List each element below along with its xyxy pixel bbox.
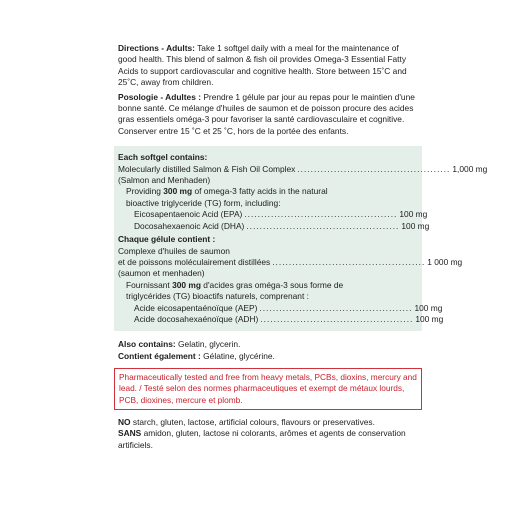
provide-line2-en: bioactive triglyceride (TG) form, including:: [126, 197, 281, 208]
directions-fr: [118, 92, 418, 138]
also-label-en: Also contains:: [118, 339, 176, 350]
free-of-label-en: NO: [118, 416, 131, 427]
dha-row-fr: [118, 313, 444, 325]
provide-post-en: of omega-3 fatty acids in the natural: [192, 186, 328, 197]
provide-bold-fr: 300 mg: [172, 279, 201, 290]
complex-value-fr: 1 000 mg: [427, 256, 463, 267]
provide-line-en: [118, 186, 418, 197]
complex-note-fr: (saumon et menhaden): [118, 268, 205, 279]
directions-fr-label: Posologie - Adultes :: [118, 91, 201, 102]
free-of-en: [118, 417, 418, 428]
label-panel: [118, 43, 488, 451]
provide-line-fr: [118, 280, 418, 291]
epa-label-fr: Acide eicosapentaénoïque (AEP): [134, 302, 258, 313]
dha-label-fr: Acide docosahexaénoïque (ADH): [134, 313, 259, 324]
free-of-text-en: starch, gluten, lactose, artificial colours, flavours or preservatives.: [130, 416, 375, 427]
free-of-label-fr: SANS: [118, 428, 142, 439]
epa-row-en: [118, 209, 428, 220]
directions-en-label: Directions - Adults:: [118, 43, 195, 53]
dot-leader: ..............................................: [272, 256, 426, 267]
complex-value-en: 1,000 mg: [452, 163, 488, 174]
dha-row-en: [118, 220, 430, 232]
complex-note-en: (Salmon and Menhaden): [118, 175, 211, 186]
directions-en: [118, 43, 418, 89]
complex-line1-fr: Complexe d'huiles de saumon: [118, 245, 230, 256]
supplement-facts-box: [114, 146, 488, 331]
also-contains-en: [118, 339, 418, 350]
provide-post-fr: d'acides gras oméga-3 sous forme de: [200, 279, 344, 290]
epa-row-fr: [118, 302, 443, 314]
epa-value-fr: 100 mg: [414, 302, 443, 313]
testing-notice: Pharmaceutically tested and free from heavy metals, PCBs, dioxins, mercury and lead. / Testé selon des normes pharmaceutiques et exempt de métaux lourds, PCB, dioxines, mercure et plomb.: [114, 368, 422, 410]
provide-line2-fr: triglycérides (TG) bioactifs naturels, comprenant :: [126, 291, 309, 302]
also-label-fr: Contient également :: [118, 350, 201, 361]
provide-pre-en: Providing: [126, 186, 164, 197]
dot-leader: ..............................................: [259, 302, 413, 313]
also-contains-fr: [118, 351, 418, 362]
supplement-heading-fr: Chaque gélule contient :: [118, 234, 216, 245]
directions-en-text: Take 1 softgel daily with a meal for the maintenance of good health. This blend of salmon & fish oil provides Omega-3 Essential Fatty Acids to support cardiovascular and cognitive health. Store between 15˚C and 25˚C, away from children.: [118, 43, 407, 88]
complex-label-en: Molecularly distilled Salmon & Fish Oil Complex: [118, 163, 296, 174]
dot-leader: ..............................................: [246, 220, 400, 231]
also-text-en: Gelatin, glycerin.: [175, 339, 241, 350]
epa-label-en: Eicosapentaenoic Acid (EPA): [134, 209, 243, 220]
dot-leader: ..............................................: [244, 209, 398, 220]
epa-value-en: 100 mg: [399, 209, 428, 220]
complex-row-en: [118, 163, 488, 175]
complex-row-fr: [118, 256, 463, 268]
provide-bold-en: 300 mg: [163, 186, 193, 197]
dha-value-en: 100 mg: [401, 220, 430, 231]
dot-leader: ..............................................: [260, 313, 414, 324]
supplement-heading-en: Each softgel contains:: [118, 152, 208, 163]
free-of-text-fr: amidon, gluten, lactose ni colorants, arômes et agents de conservation artificiels.: [118, 428, 406, 450]
provide-pre-fr: Fournissant: [126, 279, 173, 290]
dha-value-fr: 100 mg: [415, 313, 444, 324]
free-of-fr: [118, 428, 418, 451]
complex-label-fr: et de poissons moléculairement distillées: [118, 256, 271, 267]
directions-fr-text: Prendre 1 gélule par jour au repas pour le maintien d'une bonne santé. Ce mélange d'huiles de saumon et de poisson procure des acides gras essentiels oméga-3 pour favoriser la santé cardiovasculaire et cognitive. Conserver entre 15 ˚C et 25 ˚C, hors de la portée des enfants.: [118, 91, 415, 136]
dot-leader: ..............................................: [297, 163, 451, 174]
dha-label-en: Docosahexaenoic Acid (DHA): [134, 220, 245, 231]
also-text-fr: Gélatine, glycérine.: [200, 350, 275, 361]
